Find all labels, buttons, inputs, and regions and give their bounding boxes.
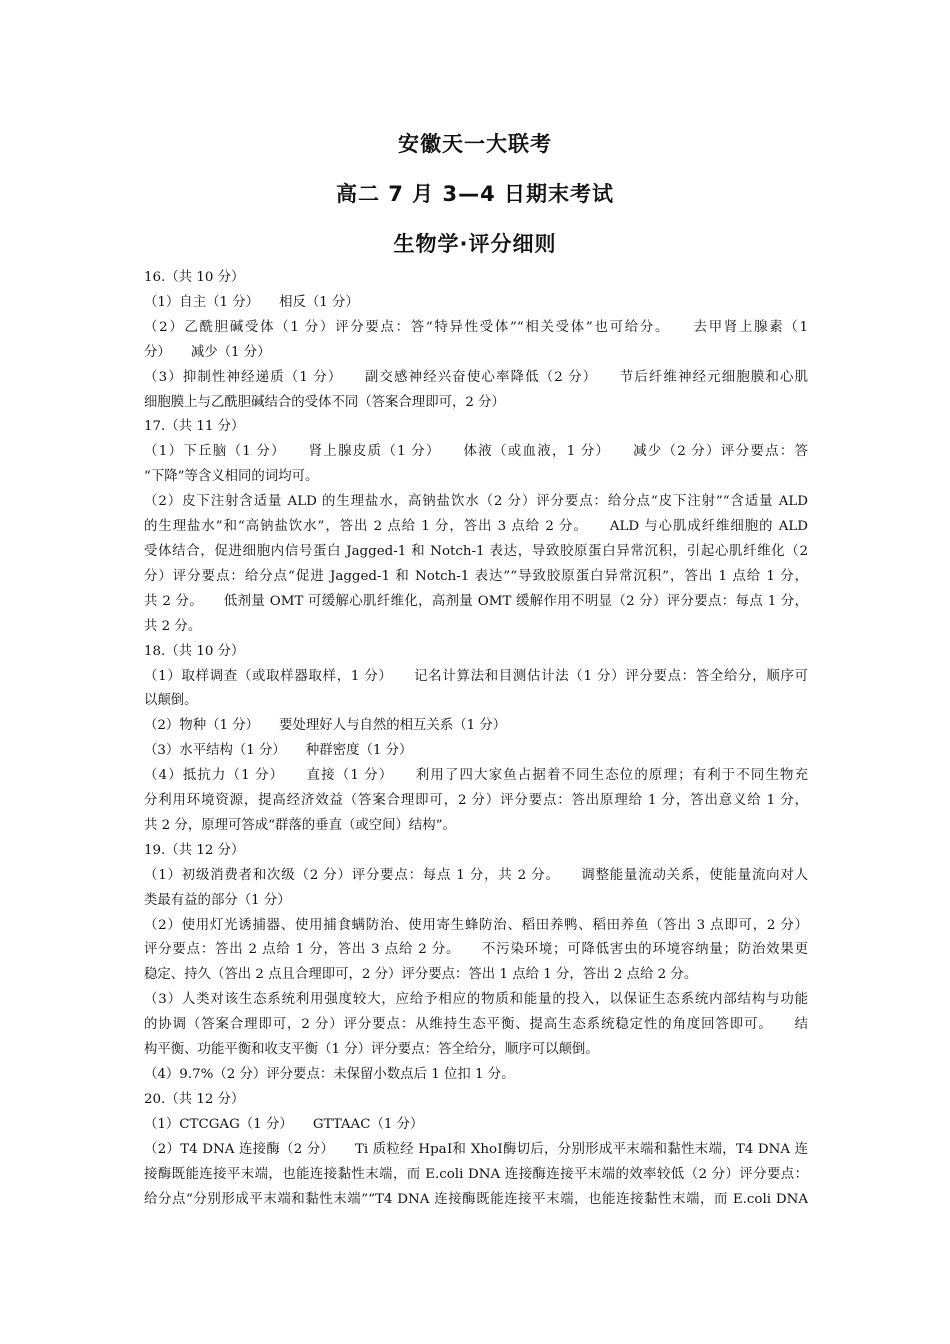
text-line: 给分点“分别形成平末端和黏性末端”“T4 DNA 连接酶既能连接平末端，也能连接黏性末端，而 E.coli DNA bbox=[144, 1191, 808, 1207]
text-line: （1）下丘脑（1 分） 肾上腺皮质（1 分） 体液（或血液，1 分） 减少（2 分）评分要点：答 bbox=[144, 444, 808, 460]
text-line: （2）使用灯光诱捕器、使用捕食螨防治、使用寄生蜂防治、稻田养鸭、稻田养鱼（答出 3 点即可，2 分） bbox=[144, 917, 808, 933]
text-line: 稳定、持久（答出 2 点且合理即可，2 分）评分要点：答出 1 点给 1 分，答出 2 点给 2 分。 bbox=[144, 967, 698, 983]
text-line: （3）抑制性神经递质（1 分） 副交感神经兴奋使心率降低（2 分） 节后纤维神经元细胞膜和心肌 bbox=[144, 369, 808, 385]
text-line: （4）抵抗力（1 分） 直接（1 分） 利用了四大家鱼占据着不同生态位的原理；有利于不同生物充 bbox=[144, 768, 808, 784]
text-line: “下降”等含义相同的词均可。 bbox=[144, 469, 319, 485]
text-line: （2）乙酰胆碱受体（1 分）评分要点：答“特异性受体”“相关受体”也可给分。 去甲肾上腺素（1 bbox=[144, 319, 808, 335]
text-line: 16.（共 10 分） bbox=[144, 270, 245, 285]
text-line: （1）自主（1 分） 相反（1 分） bbox=[144, 294, 359, 310]
text-line: 的协调（答案合理即可，2 分）评分要点：从维持生态平衡、提高生态系统稳定性的角度回答即可。 结 bbox=[144, 1017, 808, 1033]
text-line: 分） 减少（1 分） bbox=[144, 344, 271, 360]
text-line: 分）评分要点：给分点“促进 Jagged-1 和 Notch-1 表达”“导致胶原蛋白异常沉积”，答出 1 点给 1 分， bbox=[144, 568, 808, 584]
text-line: 共 2 分。 bbox=[144, 618, 202, 634]
text-line: 18.（共 10 分） bbox=[144, 643, 245, 659]
text-line: 20.（共 12 分） bbox=[144, 1091, 245, 1107]
text-line: 的生理盐水”和“高钠盐饮水”，答出 2 点给 1 分，答出 3 点给 2 分。 ALD 与心肌成纤维细胞的 ALD bbox=[144, 519, 808, 535]
text-line: 分利用环境资源，提高经济效益（答案合理即可，2 分）评分要点：答出原理给 1 分，答出意义给 1 分， bbox=[144, 793, 808, 809]
text-line: 构平衡、功能平衡和收支平衡（1 分）评分要点：答全给分，顺序可以颠倒。 bbox=[144, 1042, 599, 1058]
exam-name-title: 高二 7 月 3—4 日期末考试 bbox=[335, 182, 615, 206]
text-line: （1）初级消费者和次级（2 分）评分要点：每点 1 分，共 2 分。 调整能量流动关系，使能量流向对人 bbox=[144, 867, 808, 883]
text-line: （1）取样调查（或取样器取样，1 分） 记名计算法和目测估计法（1 分）评分要点：答全给分，顺序可 bbox=[144, 668, 808, 684]
text-line: （3）人类对该生态系统利用强度较大，应给予相应的物质和能量的投入，以保证生态系统内部结构与功能 bbox=[144, 992, 808, 1008]
text-line: （2）物种（1 分） 要处理好人与自然的相互关系（1 分） bbox=[144, 718, 507, 734]
text-line: 以颠倒。 bbox=[144, 693, 198, 709]
text-line: 细胞膜上与乙酰胆碱结合的受体不同（答案合理即可，2 分） bbox=[144, 394, 505, 410]
text-line: 评分要点：答出 2 点给 1 分，答出 3 点给 2 分。 不污染环境；可降低害虫的环境容纳量；防治效果更 bbox=[144, 942, 808, 958]
exam-organization-title: 安徽天一大联考 bbox=[398, 132, 552, 156]
text-line: 19.（共 12 分） bbox=[144, 842, 245, 858]
text-line: 受体结合，促进细胞内信号蛋白 Jagged-1 和 Notch-1 表达，导致胶原蛋白异常沉积，引起心肌纤维化（2 bbox=[144, 543, 808, 559]
subject-title: 生物学·评分细则 bbox=[393, 232, 557, 256]
text-line: （3）水平结构（1 分） 种群密度（1 分） bbox=[144, 743, 413, 759]
text-line: （4）9.7%（2 分）评分要点：未保留小数点后 1 位扣 1 分。 bbox=[144, 1067, 515, 1082]
text-line: 接酶既能连接平末端，也能连接黏性末端，而 E.coli DNA 连接酶连接平末端的效率较低（2 分）评分要点： bbox=[144, 1166, 808, 1182]
scoring-rules-body bbox=[144, 266, 808, 1212]
text-line: （2）皮下注射含适量 ALD 的生理盐水，高钠盐饮水（2 分）评分要点：给分点“皮下注射”“含适量 ALD bbox=[144, 494, 808, 510]
text-line: 17.（共 11 分） bbox=[144, 419, 245, 435]
text-line: （1）CTCGAG（1 分） GTTAAC（1 分） bbox=[144, 1116, 424, 1132]
text-line: 共 2 分。 低剂量 OMT 可缓解心肌纤维化，高剂量 OMT 缓解作用不明显（2 分）评分要点：每点 1 分， bbox=[144, 593, 808, 609]
text-line: 共 2 分，原理可答成“群落的垂直（或空间）结构”。 bbox=[144, 817, 456, 833]
text-line: （2）T4 DNA 连接酶（2 分） Ti 质粒经 HpaⅠ和 XhoⅠ酶切后，分别形成平末端和黏性末端，T4 DNA 连 bbox=[144, 1141, 808, 1157]
text-line: 类最有益的部分（1 分） bbox=[144, 892, 291, 908]
